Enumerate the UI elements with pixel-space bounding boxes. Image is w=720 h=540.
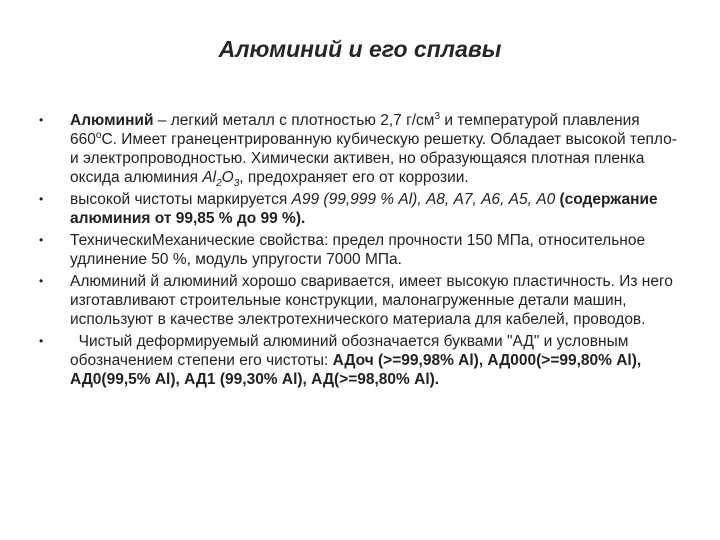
bullet-item-mechanical (36, 231, 686, 269)
corrosion-text: , предохраняет его от коррозии. (239, 169, 469, 186)
bullet-icon: • (39, 233, 44, 247)
purity-grades: А99 (99,999 % Al), А8, А7, А6, А5, А0 (291, 191, 556, 208)
term-aluminium: Алюминий (70, 112, 154, 129)
bullet-item-welding (36, 272, 686, 329)
welding-text: Алюминий й алюминий хорошо сваривается, имеет высокую пластичность. Из него изготавливают строительные конструкции, малонагруженные детали машин, используют в качестве электротехнического материала для кабелей, проводов. (70, 273, 673, 328)
bullet-list (36, 111, 686, 392)
bullet-icon: • (39, 192, 44, 206)
degree-superscript: о (95, 129, 102, 141)
formula-o: O (221, 169, 234, 186)
cube-superscript: 3 (434, 110, 441, 122)
bullet-icon: • (39, 274, 44, 288)
bullet-icon: • (39, 334, 44, 348)
purity-content: (содержание алюминия от 99,85 % до 99 %). (70, 191, 658, 227)
deformable-grades: АДоч (>=99,98% Al), АД000(>=99,80% Al), АД0(99,5% Al), АД1 (99,30% Al), АД(>=98,80% Al). (70, 352, 642, 388)
slide-title: Алюминий и его сплавы (218, 36, 502, 62)
properties-text: С. Имеет гранецентрированную кубическую решетку. Обладает высокой тепло- и электропроводностью. Химически активен, но образующаяся плотная пленка оксида алюминия (70, 131, 677, 186)
bullet-item-purity-grades (36, 190, 686, 228)
bullet-icon: • (39, 113, 44, 127)
melting-text: и температурой плавления 660 (70, 112, 640, 148)
purity-lead-text: высокой чистоты маркируется (70, 191, 292, 208)
density-text: – легкий металл с плотностью 2,7 г/см (153, 112, 435, 129)
bullet-item-deformable (36, 332, 686, 389)
mechanical-text: ТехническиМеханические свойства: предел прочности 150 МПа, относительное удлинение 50 %, модуль упругости 7000 МПа. (70, 232, 646, 268)
formula-al: Al (202, 169, 217, 186)
formula-sub-3: 3 (233, 178, 240, 190)
deformable-text: Чистый деформируемый алюминий обозначается буквами "АД" и условным обозначением степени его чистоты: (70, 333, 633, 369)
bullet-item-aluminium (36, 110, 686, 190)
formula-sub-2: 2 (216, 178, 222, 190)
